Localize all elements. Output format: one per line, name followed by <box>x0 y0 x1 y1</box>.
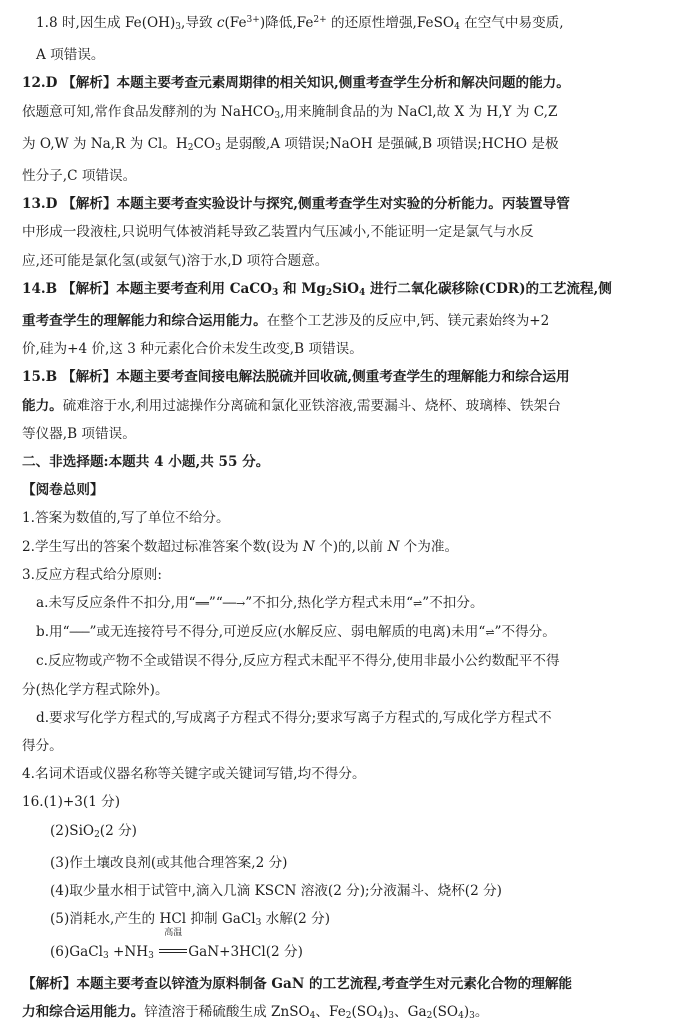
text-line-29: (2)SiO$_2$(2 分) <box>50 822 137 840</box>
text-line-2: A 项错误。 <box>36 47 105 64</box>
text-line-32: (5)消耗水,产生的 HCl 抑制 GaCl$_3$ 水解(2 分) <box>50 911 331 929</box>
text-line-33: (6)GaCl$_3$ $+NH_3$ 高温 GaN+3HCl(2 分) <box>50 927 303 961</box>
text-line-14: 能力。硫难溶于水,利用过滤操作分离硫和氯化亚铁溶液,需要漏斗、烧杯、玻璃棒、铁架台 <box>22 397 561 414</box>
text-line-34: 【解析】本题主要考查以锌渣为原料制备 GaN 的工艺流程,考查学生对元素化合物的理解能 <box>22 975 573 992</box>
text-line-21: a.未写反应条件不扣分,用“══”“──→”不扣分,热化学方程式未用“⇌”不扣分。 <box>36 595 484 612</box>
text-line-10: 14.B 【解析】本题主要考查利用 CaCO$_3$ 和 $Mg_2SiO_4$ 进行二氧化碳移除(CDR)的工艺流程,侧 <box>22 280 612 298</box>
text-line-11: 重考查学生的理解能力和综合运用能力。在整个工艺涉及的反应中,钙、镁元素始终为+2 <box>22 313 550 330</box>
text-line-26: 得分。 <box>22 738 63 755</box>
text-line-3: 12.D 【解析】本题主要考查元素周期律的相关知识,侧重考查学生分析和解决问题的能力。 <box>22 75 570 92</box>
text-line-7: 13.D 【解析】本题主要考查实验设计与探究,侧重考查学生对实验的分析能力。丙装置导管 <box>22 196 570 213</box>
text-line-25: d.要求写化学方程式的,写成离子方程式不得分;要求写离子方程式的,写成化学方程式不 <box>36 709 552 726</box>
text-line-13: 15.B 【解析】本题主要考查间接电解法脱硫并回收硫,侧重考查学生的理解能力和综合运用 <box>22 369 570 386</box>
text-line-24: 分(热化学方程式除外)。 <box>22 681 169 698</box>
text-line-35: 力和综合运用能力。锌渣溶于稀硫酸生成 ZnSO$_4$、$Fe_2(SO_4)_3$、$Ga_2(SO_4)_3$。 <box>22 1003 489 1021</box>
text-line-23: c.反应物或产物不全或错误不得分,反应方程式未配平不得分,使用非最小公约数配平不得 <box>36 653 560 670</box>
text-line-30: (3)作土壤改良剂(或其他合理答案,2 分) <box>50 854 288 871</box>
text-line-17: 【阅卷总则】 <box>22 482 104 499</box>
text-line-8: 中形成一段液柱,只说明气体被消耗导致乙装置内气压减小,不能证明一定是氯气与水反 <box>22 224 534 241</box>
text-line-28: 16.(1)+3(1 分) <box>22 794 121 811</box>
text-line-16: 二、非选择题:本题共 4 小题,共 55 分。 <box>22 454 270 471</box>
text-line-9: 应,还可能是氯化氢(或氨气)溶于水,D 项符合题意。 <box>22 252 329 269</box>
text-line-1: 1.8 时,因生成 $Fe(OH)_3$,导致 $c(Fe^{3+})$降低$,Fe^{2+}$ 的还原性增强,FeSO$_4$ 在空气中易变质, <box>36 15 564 32</box>
text-line-31: (4)取少量水相于试管中,滴入几滴 KSCN 溶液(2 分);分液漏斗、烧杯(2 分) <box>50 883 502 900</box>
text-line-18: 1.答案为数值的,写了单位不给分。 <box>22 510 230 527</box>
text-line-20: 3.反应方程式给分原则: <box>22 566 162 583</box>
text-line-22: b.用“───”或无连接符号不得分,可逆反应(水解反应、弱电解质的电离)未用“⇌”不得分。 <box>36 624 556 641</box>
text-line-12: 价,硅为+4 价,这 3 种元素化合价未发生改变,B 项错误。 <box>22 341 363 358</box>
text-line-19: 2.学生写出的答案个数超过标准答案个数(设为 N 个)的,以前 N 个为准。 <box>22 538 459 555</box>
text-line-15: 等仪器,B 项错误。 <box>22 425 136 442</box>
text-line-6: 性分子,C 项错误。 <box>22 168 137 185</box>
text-line-27: 4.名词术语或仪器名称等关键字或关键词写错,均不得分。 <box>22 766 366 783</box>
text-line-4: 依题意可知,常作食品发酵剂的为 NaHCO$_3$,用来腌制食品的为 NaCl,故 X 为 H,Y 为 C,Z <box>22 103 558 121</box>
text-line-5: 为 O,W 为 Na,R 为 Cl。$H_2CO_3$ 是弱酸,A 项错误;NaOH 是强碱,B 项错误;HCHO 是极 <box>22 135 559 153</box>
